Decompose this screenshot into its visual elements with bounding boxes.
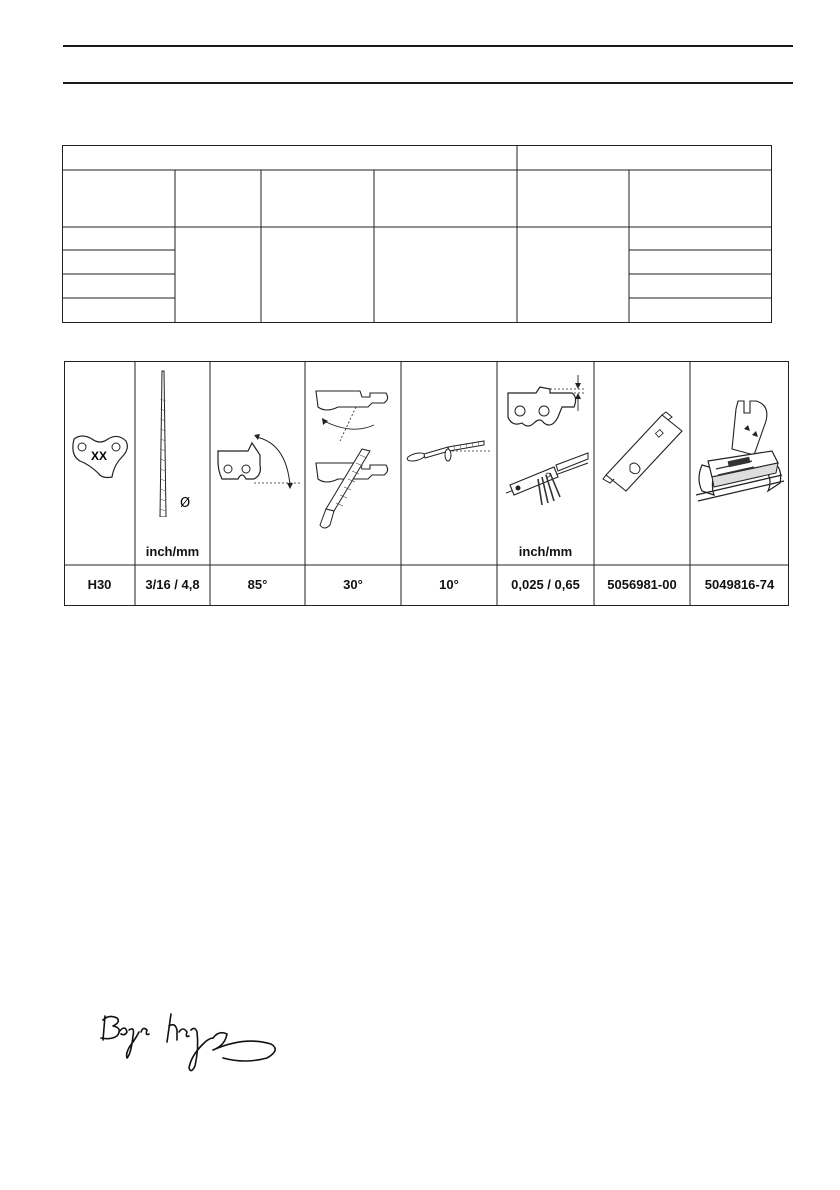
chain-spec-table xyxy=(62,145,772,323)
value-depth-gauge-tool: 5056981-00 xyxy=(607,577,677,592)
value-top-plate-angle: 85° xyxy=(247,577,268,592)
filing-angle-icon xyxy=(312,385,396,535)
depth-gauge-unit: inch/mm xyxy=(518,544,573,559)
depth-gauge-tool-icon xyxy=(600,409,686,493)
file-tilt-angle-icon xyxy=(404,433,494,473)
value-filing-angle: 30° xyxy=(343,577,363,592)
file-diameter-unit: inch/mm xyxy=(145,544,200,559)
value-depth-gauge: 0,025 / 0,65 xyxy=(511,577,580,592)
file-holder-icon xyxy=(692,399,788,503)
sharpening-table xyxy=(64,361,789,606)
file-diameter-symbol: Ø xyxy=(180,496,191,511)
depth-gauge-icon xyxy=(502,367,592,507)
value-file-holder: 5049816-74 xyxy=(704,577,775,592)
spec-table-grid xyxy=(62,145,774,325)
chain-cutter-icon xyxy=(68,431,132,483)
round-file-icon xyxy=(146,369,206,517)
signature xyxy=(95,1008,285,1078)
top-plate-angle-icon xyxy=(214,431,302,493)
header-bottom-rule xyxy=(63,82,793,84)
header-top-rule xyxy=(63,45,793,47)
value-file-diameter: 3/16 / 4,8 xyxy=(145,577,200,592)
cutter-marking: XX xyxy=(90,449,108,463)
value-file-tilt-angle: 10° xyxy=(439,577,459,592)
value-cutter-marking: H30 xyxy=(87,577,112,592)
